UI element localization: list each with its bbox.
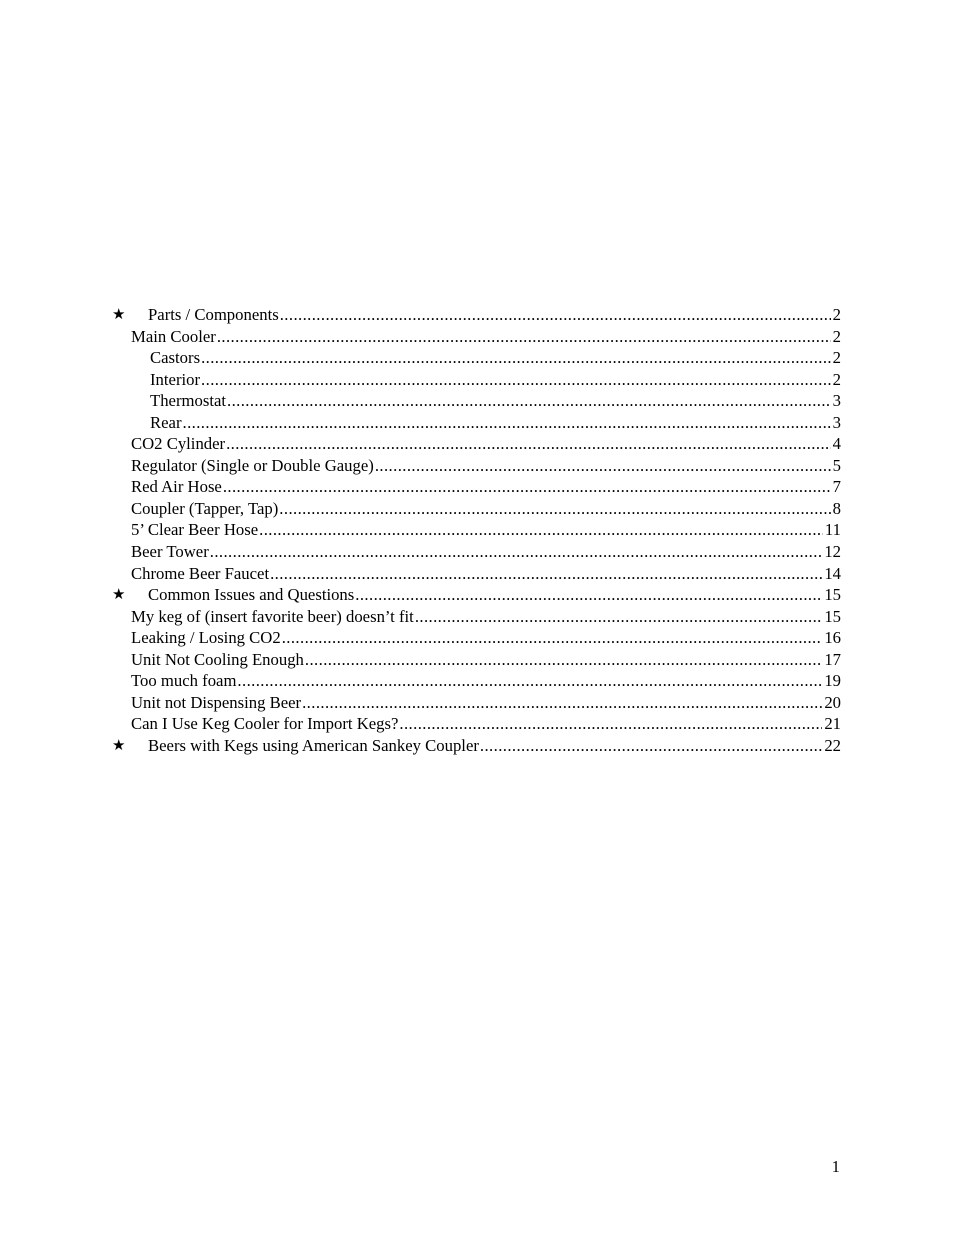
toc-entry-label: Rear	[150, 412, 182, 432]
toc-entry-label: Unit not Dispensing Beer	[131, 692, 302, 712]
toc-entry-line	[131, 649, 841, 671]
toc-entry-label: Thermostat	[150, 391, 226, 411]
toc-entry-line	[150, 369, 841, 391]
dot-leader	[399, 713, 822, 735]
toc-entry-page-number: 8	[832, 498, 841, 518]
toc-entry[interactable]	[112, 304, 841, 326]
dot-leader	[183, 412, 831, 434]
toc-entry-label: Beers with Kegs using American Sankey Coupler	[148, 735, 479, 755]
toc-entry-label: Main Cooler	[131, 326, 216, 346]
toc-entry[interactable]	[112, 390, 841, 412]
star-bullet-icon: ★	[112, 305, 126, 323]
toc-entry-page-number: 4	[832, 434, 841, 454]
toc-entry[interactable]	[112, 369, 841, 391]
toc-entry-label: 5’ Clear Beer Hose	[131, 520, 259, 540]
dot-leader	[282, 627, 823, 649]
toc-entry-label: Can I Use Keg Cooler for Import Kegs?	[131, 714, 399, 734]
toc-entry-page-number: 2	[832, 369, 841, 389]
toc-entry-label: CO2 Cylinder	[131, 434, 226, 454]
toc-entry-label: Too much foam	[131, 671, 237, 691]
toc-entry-label: Interior	[150, 369, 201, 389]
toc-entry-line	[131, 455, 841, 477]
toc-entry[interactable]	[112, 347, 841, 369]
dot-leader	[201, 369, 831, 391]
toc-entry[interactable]	[112, 606, 841, 628]
toc-entry-line	[150, 412, 841, 434]
dot-leader	[305, 649, 822, 671]
toc-entry-label: Coupler (Tapper, Tap)	[131, 498, 279, 518]
toc-entry-page-number: 19	[824, 671, 841, 691]
toc-entry-line	[150, 347, 841, 369]
toc-entry-line	[148, 735, 841, 757]
toc-entry[interactable]	[112, 433, 841, 455]
dot-leader	[280, 304, 831, 326]
toc-entry[interactable]	[112, 541, 841, 563]
toc-entry-line	[148, 304, 841, 326]
toc-entry-page-number: 11	[824, 520, 841, 540]
toc-entry-page-number: 16	[824, 628, 841, 648]
toc-entry-page-number: 15	[824, 606, 841, 626]
toc-entry-label: My keg of (insert favorite beer) doesn’t fit	[131, 606, 414, 626]
dot-leader	[375, 455, 831, 477]
toc-entry-label: Regulator (Single or Double Gauge)	[131, 455, 374, 475]
dot-leader	[217, 326, 831, 348]
dot-leader	[302, 692, 822, 714]
dot-leader	[270, 563, 822, 585]
dot-leader	[480, 735, 822, 757]
toc-entry-line	[131, 670, 841, 692]
toc-entry-line	[131, 541, 841, 563]
dot-leader	[279, 498, 830, 520]
dot-leader	[259, 519, 823, 541]
toc-entry-page-number: 2	[832, 348, 841, 368]
toc-entry-line	[148, 584, 841, 606]
toc-entry-line	[131, 498, 841, 520]
dot-leader	[223, 476, 831, 498]
toc-entry-page-number: 14	[824, 563, 841, 583]
toc-entry[interactable]	[112, 649, 841, 671]
dot-leader	[355, 584, 822, 606]
page-number: 1	[831, 1157, 840, 1176]
toc-entry-page-number: 2	[832, 326, 841, 346]
toc-entry[interactable]	[112, 455, 841, 477]
toc-entry-label: Parts / Components	[148, 305, 279, 324]
toc-entry-label: Red Air Hose	[131, 477, 222, 497]
toc-entry-line	[131, 476, 841, 498]
dot-leader	[201, 347, 831, 369]
toc-entry[interactable]	[112, 326, 841, 348]
toc-entry[interactable]	[112, 670, 841, 692]
toc-entry[interactable]	[112, 627, 841, 649]
toc-entry-page-number: 21	[824, 714, 841, 734]
toc-entry-page-number: 7	[832, 477, 841, 497]
toc-entry-line	[131, 606, 841, 628]
toc-entry-line	[131, 326, 841, 348]
toc-entry-line	[131, 692, 841, 714]
toc-entry-page-number: 17	[824, 649, 841, 669]
toc-entry-label: Beer Tower	[131, 542, 209, 562]
star-bullet-icon: ★	[112, 735, 126, 754]
toc-entry-page-number: 2	[832, 305, 841, 324]
toc-entry[interactable]	[112, 713, 841, 735]
toc-entry-page-number: 3	[832, 391, 841, 411]
toc-entry-page-number: 3	[832, 412, 841, 432]
toc-entry-page-number: 22	[824, 735, 841, 755]
dot-leader	[415, 606, 822, 628]
dot-leader	[210, 541, 823, 563]
toc-entry-label: Castors	[150, 348, 201, 368]
dot-leader	[237, 670, 822, 692]
toc-entry-page-number: 5	[832, 455, 841, 475]
toc-entry[interactable]	[112, 498, 841, 520]
toc-entry-line	[131, 433, 841, 455]
toc-entry[interactable]	[112, 563, 841, 585]
toc-entry[interactable]	[112, 519, 841, 541]
toc-entry-label: Common Issues and Questions	[148, 585, 355, 605]
toc-entry-page-number: 15	[824, 585, 841, 605]
toc-entry-line	[131, 627, 841, 649]
toc-entry[interactable]	[112, 584, 841, 606]
toc-entry-label: Chrome Beer Faucet	[131, 563, 270, 583]
toc-entry-label: Unit Not Cooling Enough	[131, 649, 304, 669]
toc-entry-line	[131, 563, 841, 585]
dot-leader	[227, 390, 831, 412]
toc-entry-line	[131, 519, 841, 541]
toc-entry-label: Leaking / Losing CO2	[131, 628, 281, 648]
toc-entry-line	[150, 390, 841, 412]
toc-entry[interactable]	[112, 735, 841, 757]
toc-entry[interactable]	[112, 476, 841, 498]
toc-entry-page-number: 12	[824, 542, 841, 562]
toc-entry[interactable]	[112, 692, 841, 714]
dot-leader	[226, 433, 831, 455]
toc-entry-line	[131, 713, 841, 735]
toc-entry[interactable]	[112, 412, 841, 434]
table-of-contents	[112, 304, 841, 756]
toc-entry-page-number: 20	[824, 692, 841, 712]
star-bullet-icon: ★	[112, 585, 126, 604]
